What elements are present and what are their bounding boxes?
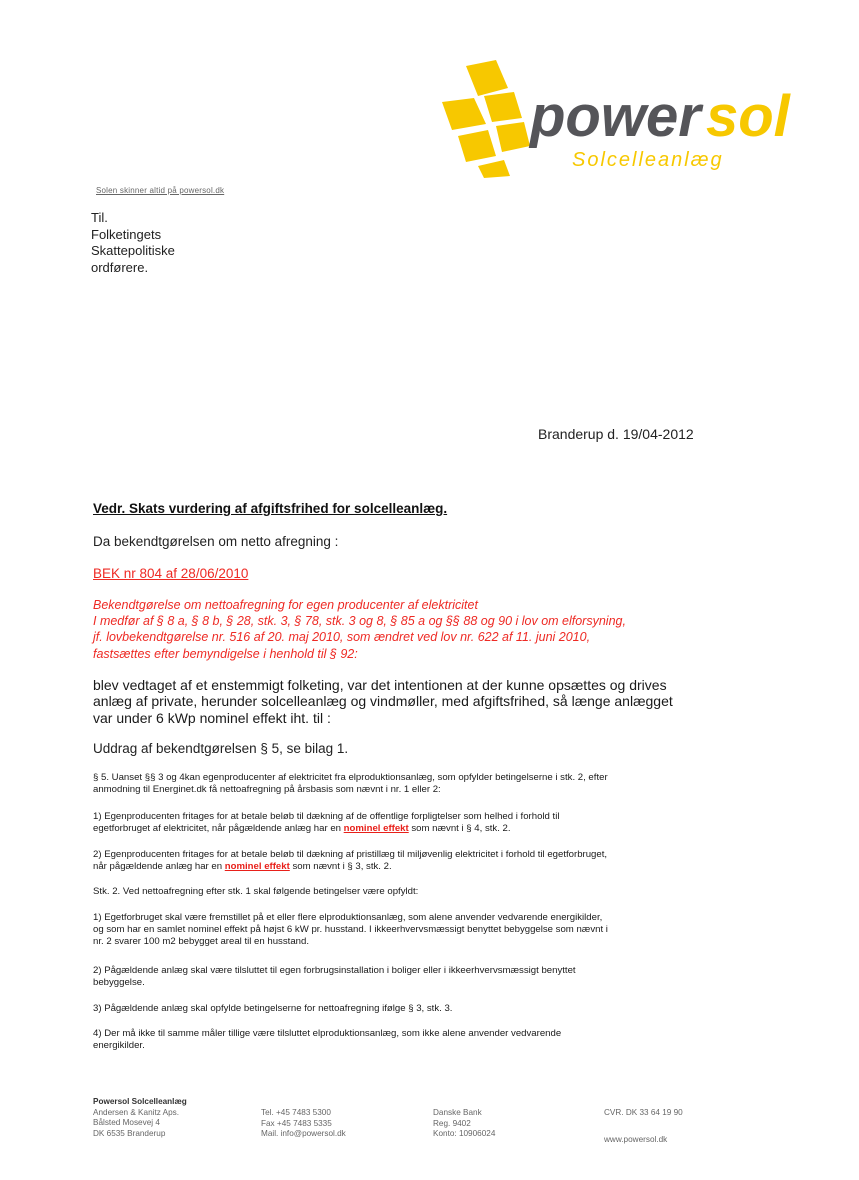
footer-line: Bålsted Mosevej 4 (93, 1118, 160, 1127)
clause-line: 3) Pågældende anlæg skal opfylde betingelserne for nettoafregning ifølge § 3, stk. 3. (93, 1003, 453, 1014)
clause-text: når pågældende anlæg har en (93, 861, 225, 872)
condition-2 (93, 965, 576, 989)
clause-line: 4) Der må ikke til samme måler tillige være tilsluttet elproduktionsanlæg, som ikke alene anvender vedvarende (93, 1028, 562, 1039)
clause-paragraph-5 (93, 772, 608, 796)
body-line: blev vedtaget af et enstemmigt folketing, var det intentionen at der kunne opsættes og drives (93, 677, 667, 693)
bek-quote-line: jf. lovbekendtgørelse nr. 516 af 20. maj 2010, som ændret ved lov nr. 622 af 11. juni 2010, (93, 630, 591, 645)
recipient-block (91, 210, 175, 276)
bek-quote (93, 597, 626, 662)
recipient-line: ordførere. (91, 259, 149, 275)
recipient-line: Til. (91, 210, 108, 225)
footer-line: Konto: 10906024 (433, 1129, 496, 1138)
footer-line: Reg. 9402 (433, 1118, 471, 1128)
clause-text: som nævnt i § 4, stk. 2. (408, 823, 511, 834)
recipient-line: Skattepolitiske (91, 243, 175, 258)
body-line: var under 6 kWp nominel effekt iht. til : (93, 709, 331, 726)
footer-mail[interactable]: Mail. info@powersol.dk (261, 1129, 346, 1138)
clause-line: og som har en samlet nominel effekt på højst 6 kW pr. husstand. I ikkeerhvervsmæssigt benyttet bebyggelse som nævnt i (93, 924, 608, 935)
clause-line: § 5. Uanset §§ 3 og 4kan egenproducenter af elektricitet fra elproduktionsanlæg, som opfylder betingelserne i stk. 2, efter (93, 772, 608, 783)
condition-1 (93, 912, 608, 948)
intro-text: Da bekendtgørelsen om netto afregning : (93, 534, 339, 549)
powersol-logo (438, 58, 808, 178)
clause-text: egetforbruget af elektricitet, når pågældende anlæg har en (93, 823, 344, 834)
clause-line (93, 861, 607, 873)
condition-3 (93, 1003, 452, 1015)
condition-4 (93, 1028, 561, 1052)
body-line: anlæg af private, herunder solcelleanlæg og vindmøller, med afgiftsfrihed, så længe anlægget (93, 693, 673, 710)
bek-quote-line: I medfør af § 8 a, § 8 b, § 28, stk. 3, § 78, stk. 3 og 8, § 85 a og §§ 88 og 90 i lov om elforsyning, (93, 614, 626, 629)
clause-item-2 (93, 849, 607, 873)
footer-phone: Tel. +45 7483 5300 (261, 1108, 331, 1117)
clause-line: Stk. 2. Ved nettoafregning efter stk. 1 skal følgende betingelser være opfyldt: (93, 886, 419, 897)
clause-text: som nævnt i § 3, stk. 2. (289, 861, 392, 872)
tagline-link[interactable]: Solen skinner altid på powersol.dk (96, 186, 225, 195)
footer-contact (261, 1108, 346, 1140)
clause-line: 2) Pågældende anlæg skal være tilsluttet til egen forbrugsinstallation i boliger eller i ikkeerhvervsmæssigt benyttet (93, 965, 576, 976)
bek-quote-line: fastsættes efter bemyndigelse i henhold til § 92: (93, 646, 358, 661)
body-paragraph (93, 677, 673, 726)
bek-link[interactable]: BEK nr 804 af 28/06/2010 (93, 566, 249, 581)
clause-line: 2) Egenproducenten fritages for at betale beløb til dækning af pristillæg til miljøvenlig elektricitet i forhold til egetforbruget, (93, 849, 608, 860)
date-line: Branderup d. 19/04-2012 (538, 426, 694, 442)
clause-line: nr. 2 svarer 100 m2 bebygget areal til en husstand. (93, 936, 309, 947)
footer-company (93, 1097, 187, 1139)
clause-line: energikilder. (93, 1040, 145, 1051)
footer-fax: Fax +45 7483 5335 (261, 1118, 332, 1128)
clause-stk2 (93, 886, 418, 898)
sun-panel-logo-icon (438, 58, 808, 178)
bek-quote-line: Bekendtgørelse om nettoafregning for egen producenter af elektricitet (93, 598, 478, 612)
recipient-line: Folketingets (91, 226, 162, 242)
clause-line: anmodning til Energinet.dk få nettoafregning på årsbasis som nævnt i nr. 1 eller 2: (93, 784, 441, 795)
excerpt-heading: Uddrag af bekendtgørelsen § 5, se bilag 1. (93, 741, 349, 756)
brand-name-accent: sol (706, 84, 790, 149)
clause-item-1 (93, 811, 559, 835)
subject-heading: Vedr. Skats vurdering af afgiftsfrihed for solcelleanlæg. (93, 501, 448, 516)
clause-line: 1) Egenproducenten fritages for at betale beløb til dækning af de offentlige forpligtelser som helhed i forhold til (93, 811, 560, 822)
footer-line: Danske Bank (433, 1108, 482, 1117)
brand-subtitle: Solcelleanlæg (572, 149, 724, 171)
footer-company-name: Powersol Solcelleanlæg (93, 1097, 187, 1106)
brand-name-dark: power (530, 84, 701, 149)
clause-line (93, 823, 559, 835)
footer-bank (433, 1108, 495, 1140)
footer-line: DK 6535 Branderup (93, 1128, 166, 1138)
nominel-effekt-link[interactable]: nominel effekt (343, 823, 409, 834)
clause-line: bebyggelse. (93, 977, 145, 988)
footer-cvr: CVR. DK 33 64 19 90 (604, 1108, 683, 1117)
clause-line: 1) Egetforbruget skal være fremstillet på et eller flere elproduktionsanlæg, som alene anvender vedvarende energikilder, (93, 912, 603, 923)
nominel-effekt-link[interactable]: nominel effekt (224, 861, 290, 872)
footer-line: Andersen & Kanitz Aps. (93, 1107, 180, 1117)
footer-web-link[interactable]: www.powersol.dk (604, 1135, 668, 1144)
